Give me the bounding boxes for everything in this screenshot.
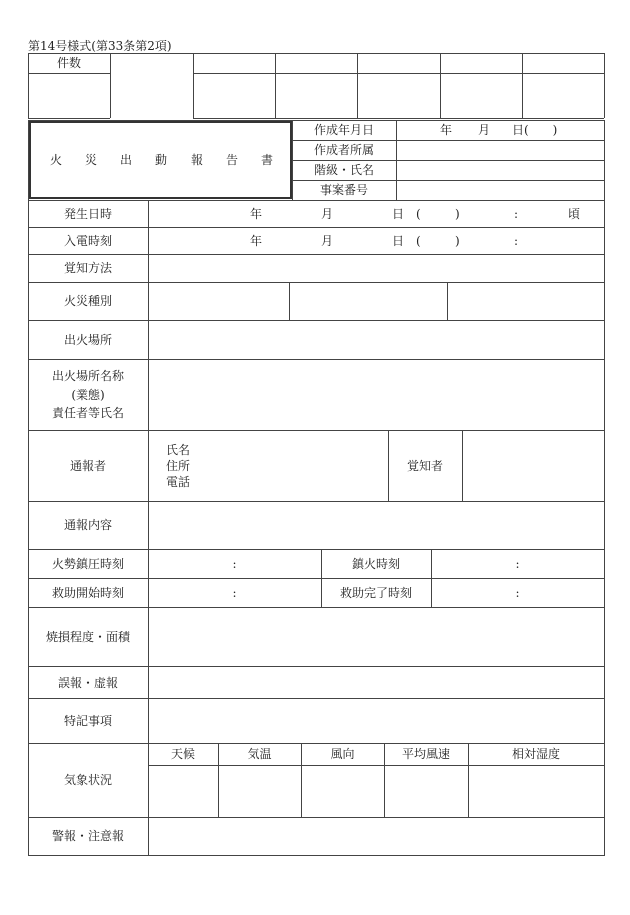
occ-year: 年 — [250, 207, 263, 221]
call-colon: : — [514, 234, 519, 248]
occ-month: 月 — [321, 207, 334, 221]
form-heading: 第14号様式(第33条第2項) — [28, 39, 172, 53]
title-char: 火 — [50, 153, 63, 167]
count-label: 件数 — [56, 56, 81, 70]
reporter-name-label: 氏名 — [166, 443, 191, 457]
weather-label: 気象状況 — [63, 773, 112, 787]
weather-col-temperature: 気温 — [247, 747, 272, 761]
occ-day: 日 — [392, 207, 405, 221]
rank-name-label: 階級・氏名 — [313, 163, 374, 177]
case-no-label: 事案番号 — [319, 183, 368, 197]
notice-method-label: 覚知方法 — [63, 261, 112, 275]
title-char: 動 — [155, 153, 168, 167]
call-time-label: 入電時刻 — [63, 234, 112, 248]
weather-col-wind-speed: 平均風速 — [401, 747, 450, 761]
reporter-label: 通報者 — [69, 459, 106, 473]
suppress-time-label: 火勢鎮圧時刻 — [51, 557, 124, 571]
weather-col-humidity: 相対湿度 — [511, 747, 560, 761]
occ-approx: 頃 — [568, 207, 581, 221]
call-year: 年 — [250, 234, 263, 248]
report-content-label: 通報内容 — [63, 518, 112, 532]
damage-label: 焼損程度・面積 — [45, 630, 130, 644]
place-name-label: 出火場所名称 — [51, 369, 124, 383]
occ-paren-close: ) — [455, 207, 460, 221]
fire-place-label: 出火場所 — [63, 333, 112, 347]
fire-type-label: 火災種別 — [63, 294, 112, 308]
created-month: 月 — [478, 123, 491, 137]
responsible-name-label: 責任者等氏名 — [51, 406, 124, 420]
rescue-end-label: 救助完了時刻 — [339, 586, 412, 600]
call-day: 日 — [392, 234, 405, 248]
created-date-label: 作成年月日 — [313, 123, 374, 137]
occ-colon: : — [514, 207, 519, 221]
creator-dept-label: 作成者所属 — [313, 143, 374, 157]
extinguish-colon: : — [515, 557, 520, 571]
rescue-end-colon: : — [515, 586, 520, 600]
false-report-label: 誤報・虚報 — [57, 676, 118, 690]
weather-col-condition: 天候 — [170, 747, 195, 761]
reporter-phone-label: 電話 — [166, 475, 191, 489]
reporter-address-label: 住所 — [166, 459, 191, 473]
title-char: 書 — [261, 153, 274, 167]
weather-col-wind-direction: 風向 — [330, 747, 355, 761]
notes-label: 特記事項 — [63, 714, 112, 728]
business-type-label: (業態) — [71, 388, 105, 402]
warnings-label: 警報・注意報 — [51, 829, 124, 843]
title-char: 報 — [191, 153, 204, 167]
title-char: 告 — [226, 153, 239, 167]
detector-label: 覚知者 — [406, 459, 443, 473]
extinguish-time-label: 鎮火時刻 — [351, 557, 400, 571]
call-paren-close: ) — [455, 234, 460, 248]
call-paren-open: ( — [416, 234, 421, 248]
created-day: 日( ) — [512, 123, 558, 137]
occurrence-label: 発生日時 — [63, 207, 112, 221]
title-char: 出 — [120, 153, 133, 167]
created-year: 年 — [440, 123, 453, 137]
title-char: 災 — [85, 153, 98, 167]
occ-paren-open: ( — [416, 207, 421, 221]
rescue-start-colon: : — [232, 586, 237, 600]
call-month: 月 — [321, 234, 334, 248]
suppress-colon: : — [232, 557, 237, 571]
rescue-start-label: 救助開始時刻 — [51, 586, 124, 600]
